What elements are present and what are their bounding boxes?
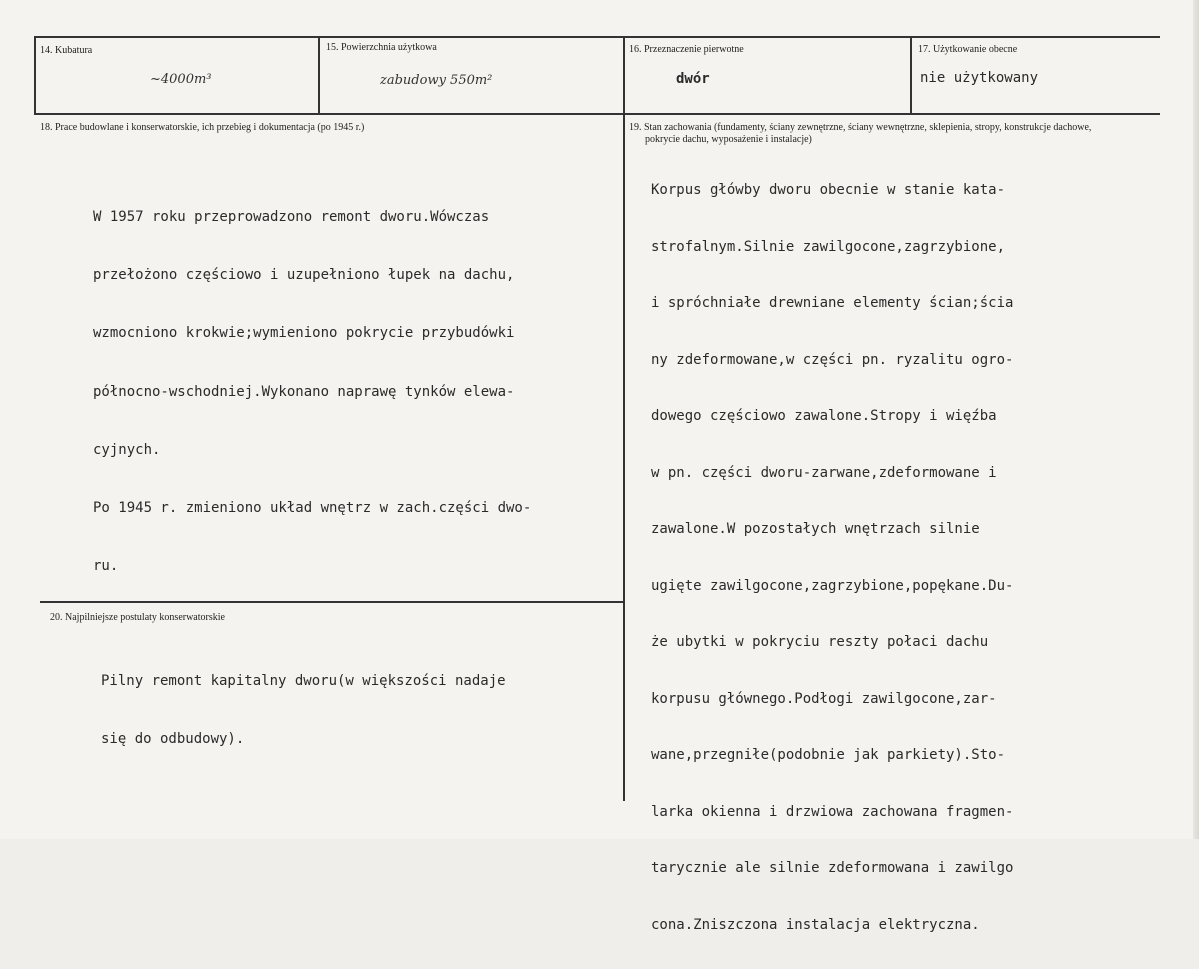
text-line: w pn. części dworu-zarwane,zdeformowane i [651, 464, 997, 481]
text-line: Pilny remont kapitalny dworu(w większości nadaje [101, 673, 506, 689]
text-line: i spróchniałe drewniane elementy ścian;ścia [651, 295, 1014, 311]
text-line: północno-wschodniej.Wykonano naprawę tynków elewa- [93, 383, 515, 400]
text-line: że ubytki w pokryciu reszty połaci dachu [651, 634, 989, 650]
divider-16-17 [910, 36, 912, 115]
field-17-value: nie użytkowany [920, 70, 1039, 86]
divider-14-15 [318, 36, 320, 115]
field-18-text [93, 172, 531, 611]
paper-edge [1193, 0, 1199, 839]
divider-15-16 [623, 36, 625, 801]
text-line: cyjnych. [93, 441, 161, 458]
text-line: tarycznie ale silnie zdeformowana i zawilgo [651, 860, 1014, 876]
text-line: W 1957 roku przeprowadzono remont dworu.Wówczas [93, 209, 490, 225]
field-15-value: zabudowy 550m² [380, 73, 493, 88]
text-line: ru. [93, 558, 119, 575]
text-line: larka okienna i drzwiowa zachowana fragmen- [651, 803, 1014, 820]
field-15-label: 15. Powierzchnia użytkowa [326, 42, 437, 53]
text-line: wane,przegniłe(podobnie jak parkiety).Sto- [651, 747, 1006, 763]
field-19-text [651, 146, 1013, 969]
field-18-label: 18. Prace budowlane i konserwatorskie, ich przebieg i dokumentacja (po 1945 r.) [40, 122, 365, 133]
field-16-label: 16. Przeznaczenie pierwotne [629, 44, 744, 55]
left-border [34, 36, 36, 115]
field-19-label-line-1: 19. Stan zachowania (fundamenty, ściany zewnętrzne, ściany wewnętrzne, sklepienia, stropy, konstrukcje dachowe, [629, 122, 1092, 133]
text-line: Po 1945 r. zmieniono układ wnętrz w zach.części dwo- [93, 499, 532, 516]
text-line: ny zdeformowane,w części pn. ryzalitu ogro- [651, 351, 1014, 368]
row1-bottom-border [34, 113, 1160, 115]
field-16-value: dwór [676, 71, 710, 87]
top-border [34, 36, 1160, 38]
text-line: korpusu głównego.Podłogi zawilgocone,zar- [651, 690, 997, 707]
text-line: przełożono częściowo i uzupełniono łupek na dachu, [93, 267, 515, 284]
text-line: ugięte zawilgocone,zagrzybione,popękane.Du- [651, 577, 1014, 594]
text-line: cona.Zniszczona instalacja elektryczna. [651, 916, 980, 933]
field-19-label [629, 122, 1149, 146]
field-20-label: 20. Najpilniejsze postulaty konserwatorskie [50, 612, 225, 623]
field-14-label: 14. Kubatura [40, 45, 93, 56]
field-20-text [101, 636, 506, 784]
text-line: się do odbudowy). [101, 731, 245, 748]
field-19-label-line-2: pokrycie dachu, wyposażenie i instalacje) [645, 134, 812, 145]
text-line: strofalnym.Silnie zawilgocone,zagrzybione, [651, 238, 1006, 255]
field-14-value: ~4000m³ [150, 72, 212, 87]
field-17-label: 17. Użytkowanie obecne [918, 44, 1018, 55]
text-line: zawalone.W pozostałych wnętrzach silnie [651, 521, 980, 537]
text-line: Korpus główby dworu obecnie w stanie kata- [651, 182, 1006, 198]
text-line: dowego częściowo zawalone.Stropy i więźba [651, 408, 997, 424]
text-line: wzmocniono krokwie;wymieniono pokrycie przybudówki [93, 325, 515, 342]
